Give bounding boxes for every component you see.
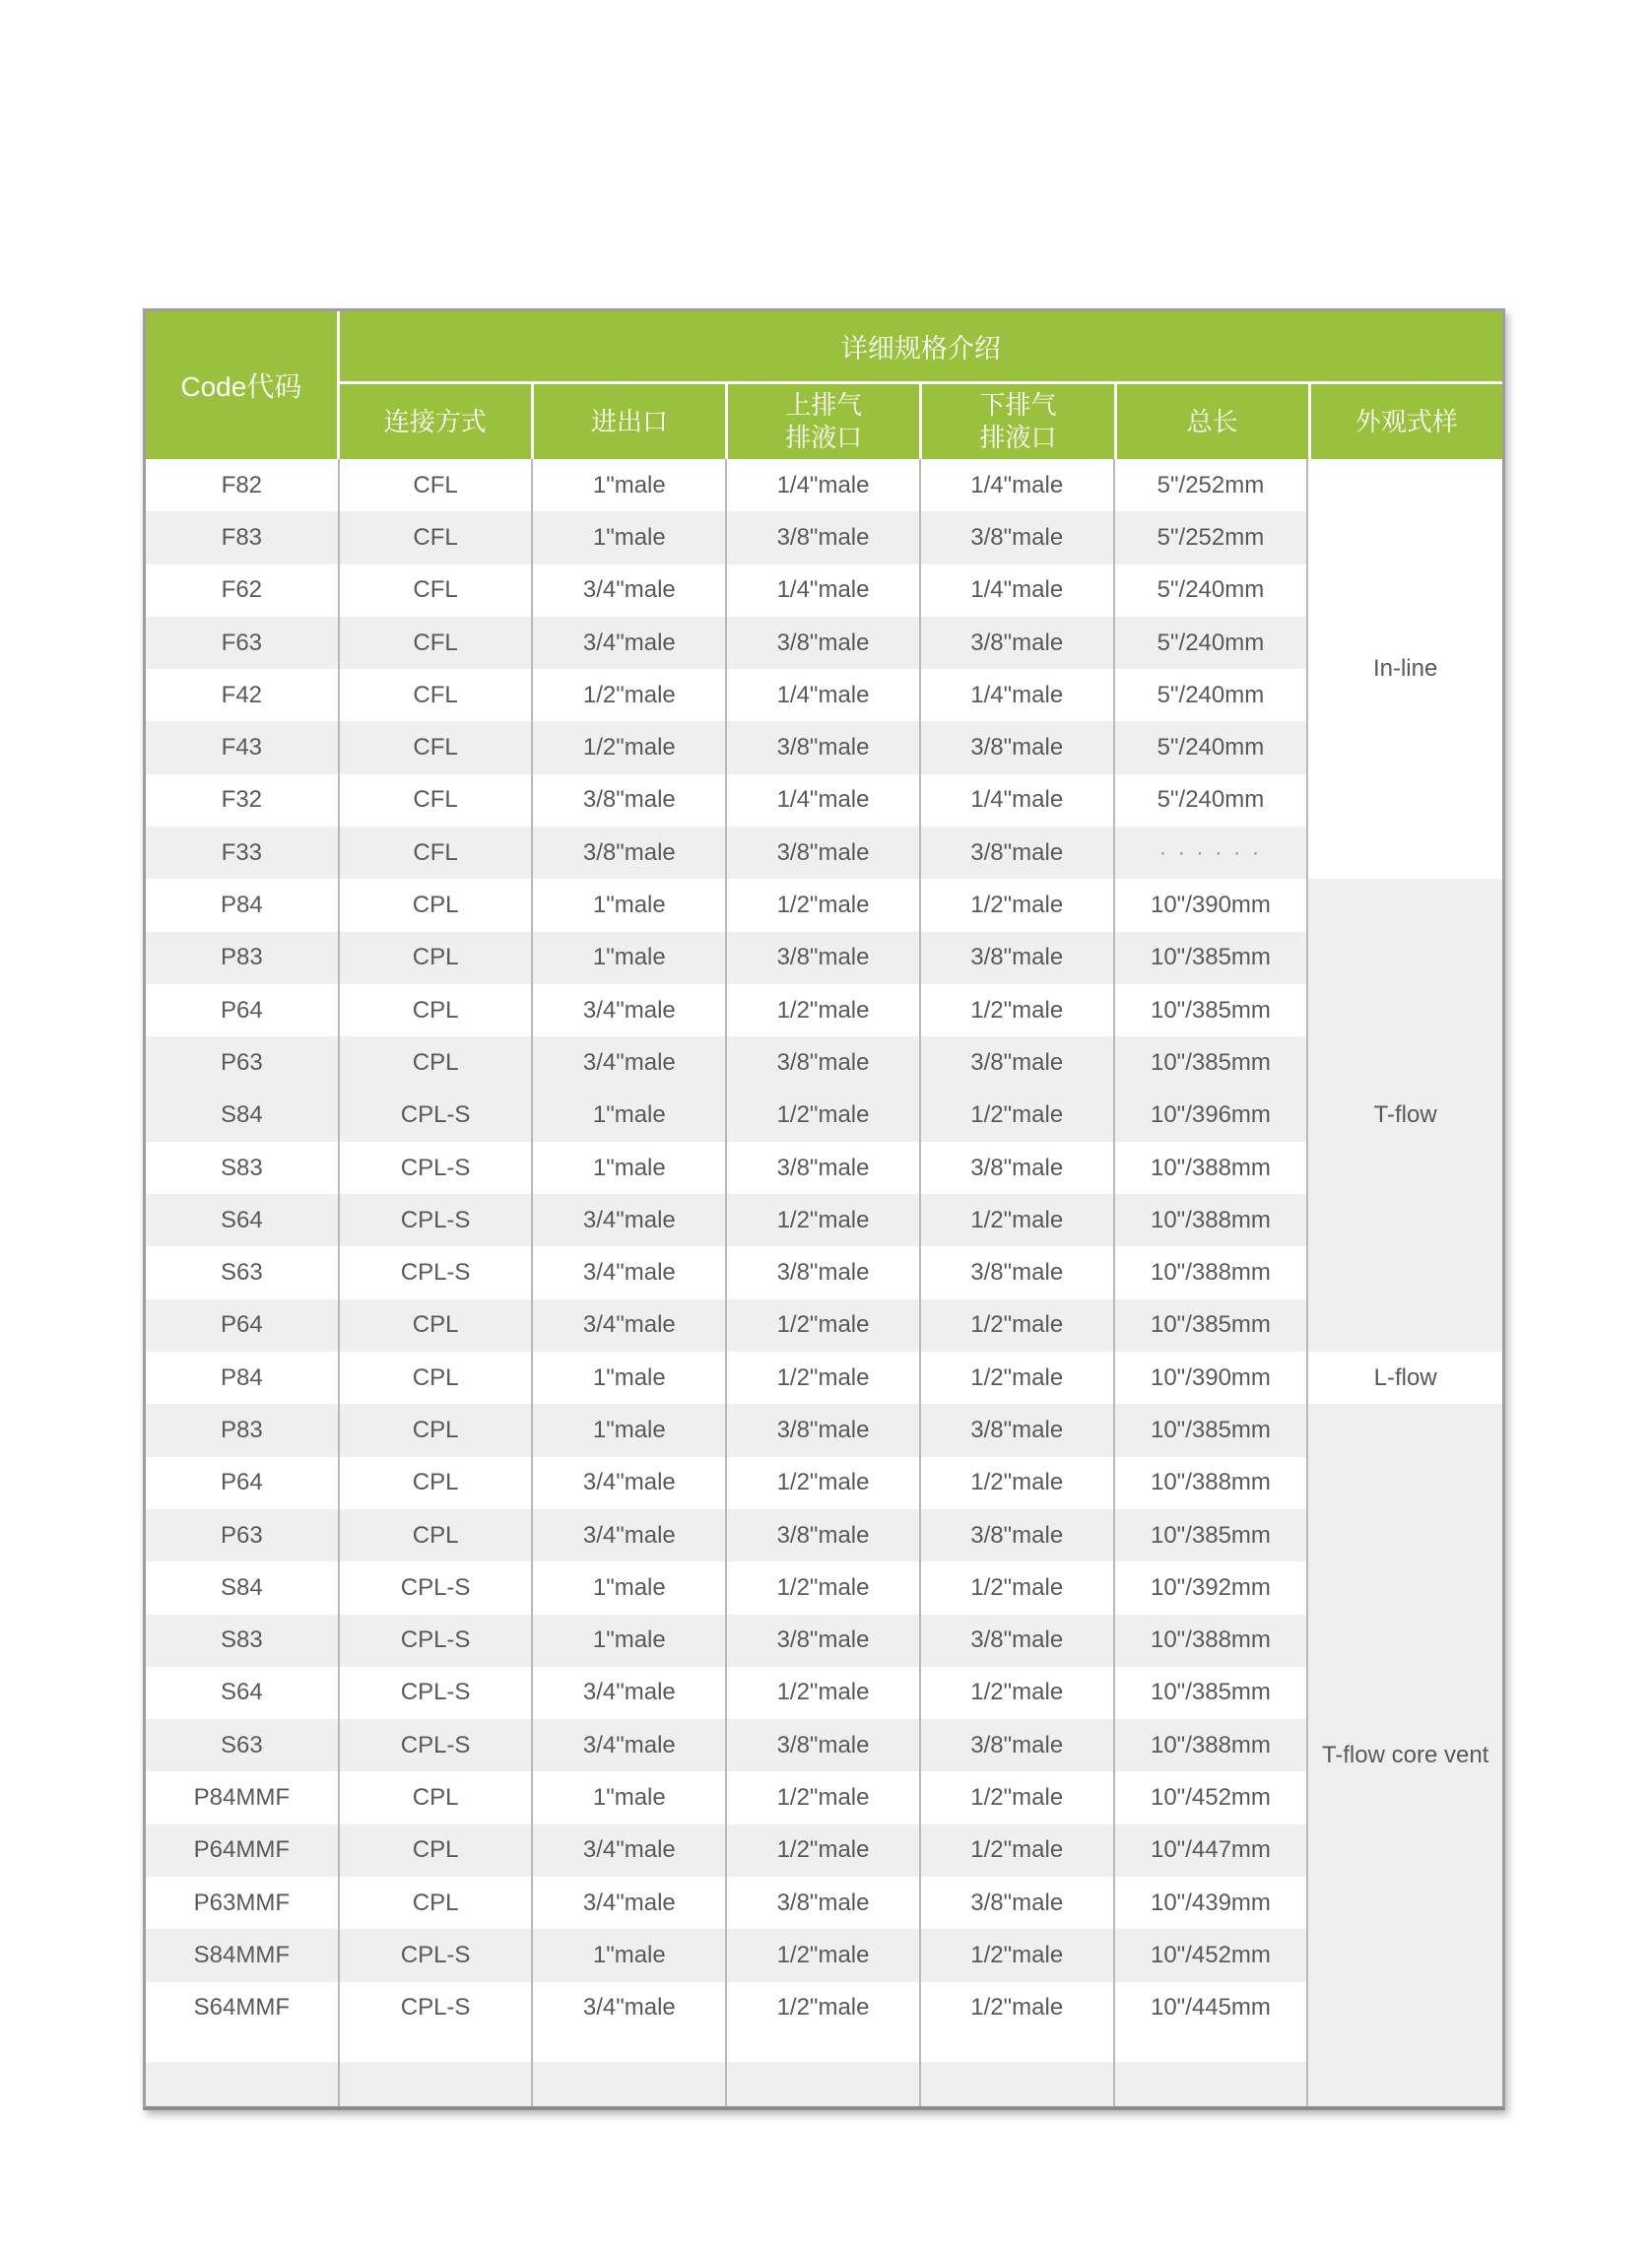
cell-connection: CPL [340, 1509, 534, 1561]
cell-bottom-vent: 1/2"male [921, 1299, 1115, 1352]
cell-top-vent: 1/2"male [727, 1561, 921, 1614]
cell-top-vent: 3/8"male [727, 617, 921, 669]
spec-row-S64 [146, 1667, 1308, 1719]
cell-bottom-vent: 3/8"male [921, 1719, 1115, 1771]
spec-row-S63 [146, 1246, 1308, 1298]
cell-top-vent: 1/4"male [727, 564, 921, 617]
cell-connection: CPL [340, 1824, 534, 1877]
cell-inout: 1"male [533, 1771, 727, 1824]
cell-top-vent: 1/2"male [727, 1982, 921, 2034]
spec-row-F63 [146, 617, 1308, 669]
cell-bottom-vent: 1/2"male [921, 879, 1115, 931]
appearance-column [1308, 459, 1502, 2106]
cell-top-vent: 1/2"male [727, 1667, 921, 1719]
cell-connection: CPL [340, 879, 534, 931]
cell-bottom-vent: 1/2"male [921, 1352, 1115, 1404]
spec-row-F82 [146, 459, 1308, 511]
cell-code: P63 [146, 1509, 340, 1561]
empty-cell [1115, 2034, 1309, 2062]
spec-row-S84 [146, 1561, 1308, 1614]
cell-code: S64MMF [146, 1982, 340, 2034]
cell-top-vent: 3/8"male [727, 1404, 921, 1456]
cell-code: F82 [146, 459, 340, 511]
cell-length: 10"/385mm [1115, 1299, 1309, 1352]
cell-code: P64MMF [146, 1824, 340, 1877]
cell-length: 10"/388mm [1115, 1615, 1309, 1667]
cell-inout: 3/4"male [533, 1509, 727, 1561]
empty-cell [727, 2062, 921, 2106]
column-header-length: 总长 [1117, 384, 1311, 459]
cell-length: 10"/385mm [1115, 932, 1309, 984]
cell-inout: 1"male [533, 1929, 727, 1981]
cell-connection: CPL [340, 1352, 534, 1404]
spec-row-P83 [146, 1404, 1308, 1456]
cell-connection: CPL-S [340, 1719, 534, 1771]
cell-connection: CPL-S [340, 1982, 534, 2034]
cell-bottom-vent: 3/8"male [921, 1036, 1115, 1089]
empty-row [146, 2062, 1308, 2106]
cell-bottom-vent: 1/2"male [921, 1771, 1115, 1824]
cell-inout: 1"male [533, 879, 727, 931]
spec-row-P84MMF [146, 1771, 1308, 1824]
cell-inout: 3/4"male [533, 1246, 727, 1298]
cell-length: 10"/445mm [1115, 1982, 1309, 2034]
header-code: Code代码 [146, 311, 340, 459]
cell-inout: 1"male [533, 1352, 727, 1404]
cell-bottom-vent: 1/2"male [921, 1194, 1115, 1246]
cell-bottom-vent: 1/2"male [921, 1561, 1115, 1614]
cell-length: 10"/388mm [1115, 1457, 1309, 1509]
appearance-group-t-flow-core-vent: T-flow core vent [1308, 1404, 1502, 2106]
cell-connection: CPL [340, 1299, 534, 1352]
cell-code: F63 [146, 617, 340, 669]
cell-length: 10"/388mm [1115, 1142, 1309, 1194]
cell-inout: 1"male [533, 459, 727, 511]
spec-row-P64MMF [146, 1824, 1308, 1877]
cell-inout: 1"male [533, 1404, 727, 1456]
column-header-appearance: 外观式样 [1355, 406, 1458, 436]
header-spec-title: 详细规格介绍 [340, 311, 1502, 384]
cell-top-vent: 1/2"male [727, 1299, 921, 1352]
spec-row-P63MMF [146, 1877, 1308, 1929]
spec-row-P64 [146, 1299, 1308, 1352]
cell-code: F33 [146, 827, 340, 879]
cell-top-vent: 1/4"male [727, 459, 921, 511]
cell-inout: 3/4"male [533, 1036, 727, 1089]
cell-top-vent: 1/2"male [727, 1929, 921, 1981]
empty-cell [146, 2062, 340, 2106]
cell-connection: CPL [340, 932, 534, 984]
cell-bottom-vent: 3/8"male [921, 1509, 1115, 1561]
cell-inout: 1"male [533, 1561, 727, 1614]
cell-code: P83 [146, 1404, 340, 1456]
cell-length: 10"/452mm [1115, 1771, 1309, 1824]
cell-top-vent: 3/8"male [727, 1615, 921, 1667]
empty-row [146, 2034, 1308, 2062]
spec-row-S84 [146, 1090, 1308, 1142]
cell-top-vent: 3/8"male [727, 1246, 921, 1298]
cell-code: F43 [146, 721, 340, 773]
cell-connection: CPL-S [340, 1615, 534, 1667]
cell-connection: CFL [340, 459, 534, 511]
cell-code: P63MMF [146, 1877, 340, 1929]
cell-connection: CPL [340, 1877, 534, 1929]
empty-cell [146, 2034, 340, 2062]
cell-inout: 3/4"male [533, 1194, 727, 1246]
cell-inout: 3/4"male [533, 1667, 727, 1719]
cell-code: S84MMF [146, 1929, 340, 1981]
cell-bottom-vent: 1/4"male [921, 459, 1115, 511]
cell-top-vent: 1/2"male [727, 1090, 921, 1142]
empty-cell [1115, 2062, 1309, 2106]
cell-top-vent: 1/2"male [727, 879, 921, 931]
spec-row-S64 [146, 1194, 1308, 1246]
cell-code: P64 [146, 1457, 340, 1509]
cell-inout: 3/8"male [533, 827, 727, 879]
cell-connection: CPL [340, 1771, 534, 1824]
cell-connection: CPL [340, 1404, 534, 1456]
cell-bottom-vent: 3/8"male [921, 511, 1115, 564]
cell-connection: CFL [340, 669, 534, 721]
cell-bottom-vent: 3/8"male [921, 617, 1115, 669]
spec-row-P84 [146, 1352, 1308, 1404]
cell-connection: CPL-S [340, 1561, 534, 1614]
cell-top-vent: 1/2"male [727, 1457, 921, 1509]
cell-top-vent: 1/2"male [727, 1352, 921, 1404]
cell-length: 10"/452mm [1115, 1929, 1309, 1981]
cell-bottom-vent: 3/8"male [921, 721, 1115, 773]
header-spec-group [340, 311, 1502, 459]
empty-cell [533, 2062, 727, 2106]
cell-top-vent: 1/4"male [727, 669, 921, 721]
empty-cell [340, 2062, 534, 2106]
cell-connection: CPL-S [340, 1667, 534, 1719]
appearance-group-t-flow: T-flow [1308, 879, 1502, 1352]
cell-top-vent: 1/2"male [727, 1771, 921, 1824]
table-body [146, 459, 1502, 2106]
cell-inout: 3/4"male [533, 1719, 727, 1771]
cell-connection: CPL-S [340, 1142, 534, 1194]
spec-row-S83 [146, 1615, 1308, 1667]
cell-connection: CFL [340, 721, 534, 773]
column-header-top-vent: 上排气 排液口 [728, 384, 922, 459]
cell-top-vent: 3/8"male [727, 1142, 921, 1194]
cell-inout: 1"male [533, 1090, 727, 1142]
cell-bottom-vent: 1/4"male [921, 774, 1115, 827]
cell-length: 10"/439mm [1115, 1877, 1309, 1929]
cell-bottom-vent: 1/4"male [921, 564, 1115, 617]
cell-length: 10"/388mm [1115, 1246, 1309, 1298]
cell-code: P84 [146, 1352, 340, 1404]
cell-length: 5"/240mm [1115, 564, 1309, 617]
cell-length: · · · · · · [1115, 827, 1309, 879]
cell-top-vent: 3/8"male [727, 1719, 921, 1771]
cell-bottom-vent: 1/2"male [921, 1982, 1115, 2034]
cell-code: S83 [146, 1615, 340, 1667]
spec-row-F42 [146, 669, 1308, 721]
cell-connection: CPL-S [340, 1194, 534, 1246]
spec-table [143, 308, 1505, 2110]
appearance-group-in-line: In-line [1308, 459, 1502, 879]
spec-row-S64MMF [146, 1982, 1308, 2034]
spec-row-F33 [146, 827, 1308, 879]
cell-top-vent: 1/4"male [727, 774, 921, 827]
cell-bottom-vent: 3/8"male [921, 1246, 1115, 1298]
cell-inout: 3/4"male [533, 984, 727, 1036]
cell-top-vent: 1/2"male [727, 1824, 921, 1877]
cell-connection: CPL [340, 1457, 534, 1509]
cell-code: F83 [146, 511, 340, 564]
cell-code: F42 [146, 669, 340, 721]
cell-connection: CFL [340, 827, 534, 879]
cell-inout: 1/2"male [533, 721, 727, 773]
cell-connection: CPL-S [340, 1929, 534, 1981]
cell-length: 10"/396mm [1115, 1090, 1309, 1142]
cell-length: 5"/240mm [1115, 774, 1309, 827]
spec-row-P64 [146, 984, 1308, 1036]
cell-connection: CFL [340, 617, 534, 669]
cell-connection: CPL-S [340, 1090, 534, 1142]
cell-bottom-vent: 3/8"male [921, 1404, 1115, 1456]
column-header-connection: 连接方式 [340, 384, 534, 459]
cell-length: 5"/252mm [1115, 459, 1309, 511]
cell-bottom-vent: 1/2"male [921, 984, 1115, 1036]
spec-row-P63 [146, 1509, 1308, 1561]
cell-code: S63 [146, 1719, 340, 1771]
cell-bottom-vent: 3/8"male [921, 932, 1115, 984]
cell-inout: 1"male [533, 511, 727, 564]
cell-top-vent: 3/8"male [727, 827, 921, 879]
cell-connection: CPL [340, 984, 534, 1036]
cell-inout: 3/4"male [533, 1457, 727, 1509]
column-header-bottom-vent: 下排气 排液口 [922, 384, 1116, 459]
cell-inout: 3/4"male [533, 1299, 727, 1352]
cell-code: S84 [146, 1090, 340, 1142]
cell-bottom-vent: 1/4"male [921, 669, 1115, 721]
spec-row-F32 [146, 774, 1308, 827]
cell-connection: CFL [340, 564, 534, 617]
cell-top-vent: 3/8"male [727, 1509, 921, 1561]
cell-bottom-vent: 3/8"male [921, 827, 1115, 879]
spec-row-F43 [146, 721, 1308, 773]
cell-bottom-vent: 1/2"male [921, 1457, 1115, 1509]
appearance-group-l-flow: L-flow [1308, 1352, 1502, 1404]
cell-top-vent: 3/8"male [727, 1036, 921, 1089]
spec-row-P84 [146, 879, 1308, 931]
cell-length: 10"/385mm [1115, 984, 1309, 1036]
cell-length: 10"/385mm [1115, 1509, 1309, 1561]
cell-length: 10"/392mm [1115, 1561, 1309, 1614]
empty-cell [921, 2034, 1115, 2062]
cell-code: P84MMF [146, 1771, 340, 1824]
cell-length: 10"/390mm [1115, 879, 1309, 931]
cell-code: P64 [146, 1299, 340, 1352]
table-header [146, 311, 1502, 459]
cell-code: F32 [146, 774, 340, 827]
cell-top-vent: 1/2"male [727, 1194, 921, 1246]
cell-code: P63 [146, 1036, 340, 1089]
spec-row-F83 [146, 511, 1308, 564]
cell-top-vent: 3/8"male [727, 511, 921, 564]
cell-inout: 3/4"male [533, 564, 727, 617]
cell-code: F62 [146, 564, 340, 617]
cell-inout: 3/4"male [533, 1877, 727, 1929]
cell-connection: CFL [340, 774, 534, 827]
cell-code: S84 [146, 1561, 340, 1614]
cell-code: P83 [146, 932, 340, 984]
empty-cell [533, 2034, 727, 2062]
cell-length: 10"/385mm [1115, 1404, 1309, 1456]
cell-length: 5"/240mm [1115, 721, 1309, 773]
cell-inout: 1"male [533, 1142, 727, 1194]
cell-length: 10"/385mm [1115, 1667, 1309, 1719]
cell-code: S64 [146, 1667, 340, 1719]
cell-length: 10"/388mm [1115, 1194, 1309, 1246]
empty-cell [340, 2034, 534, 2062]
spec-row-P83 [146, 932, 1308, 984]
cell-length: 10"/447mm [1115, 1824, 1309, 1877]
cell-bottom-vent: 3/8"male [921, 1142, 1115, 1194]
cell-length: 5"/252mm [1115, 511, 1309, 564]
cell-length: 5"/240mm [1115, 617, 1309, 669]
cell-length: 5"/240mm [1115, 669, 1309, 721]
cell-connection: CPL [340, 1036, 534, 1089]
cell-inout: 3/4"male [533, 1982, 727, 2034]
cell-length: 10"/385mm [1115, 1036, 1309, 1089]
spec-row-S83 [146, 1142, 1308, 1194]
subheader-row [340, 384, 1502, 459]
spec-row-S84MMF [146, 1929, 1308, 1981]
cell-inout: 1"male [533, 1615, 727, 1667]
cell-code: S64 [146, 1194, 340, 1246]
cell-code: P84 [146, 879, 340, 931]
cell-inout: 1/2"male [533, 669, 727, 721]
cell-bottom-vent: 1/2"male [921, 1667, 1115, 1719]
cell-bottom-vent: 1/2"male [921, 1090, 1115, 1142]
cell-top-vent: 1/2"male [727, 984, 921, 1036]
cell-top-vent: 3/8"male [727, 1877, 921, 1929]
cell-bottom-vent: 3/8"male [921, 1615, 1115, 1667]
cell-inout: 1"male [533, 932, 727, 984]
cell-inout: 3/4"male [533, 617, 727, 669]
cell-bottom-vent: 1/2"male [921, 1929, 1115, 1981]
spec-row-P63 [146, 1036, 1308, 1089]
cell-top-vent: 3/8"male [727, 932, 921, 984]
cell-code: S63 [146, 1246, 340, 1298]
empty-cell [921, 2062, 1115, 2106]
cell-length: 10"/388mm [1115, 1719, 1309, 1771]
cell-code: S83 [146, 1142, 340, 1194]
cell-inout: 3/8"male [533, 774, 727, 827]
empty-cell [727, 2034, 921, 2062]
cell-code: P64 [146, 984, 340, 1036]
cell-connection: CFL [340, 511, 534, 564]
cell-connection: CPL-S [340, 1246, 534, 1298]
spec-row-P64 [146, 1457, 1308, 1509]
spec-row-F62 [146, 564, 1308, 617]
cell-bottom-vent: 1/2"male [921, 1824, 1115, 1877]
column-header-inout: 进出口 [534, 384, 728, 459]
spec-row-S63 [146, 1719, 1308, 1771]
cell-top-vent: 3/8"male [727, 721, 921, 773]
cell-bottom-vent: 3/8"male [921, 1877, 1115, 1929]
cell-length: 10"/390mm [1115, 1352, 1309, 1404]
cell-inout: 3/4"male [533, 1824, 727, 1877]
